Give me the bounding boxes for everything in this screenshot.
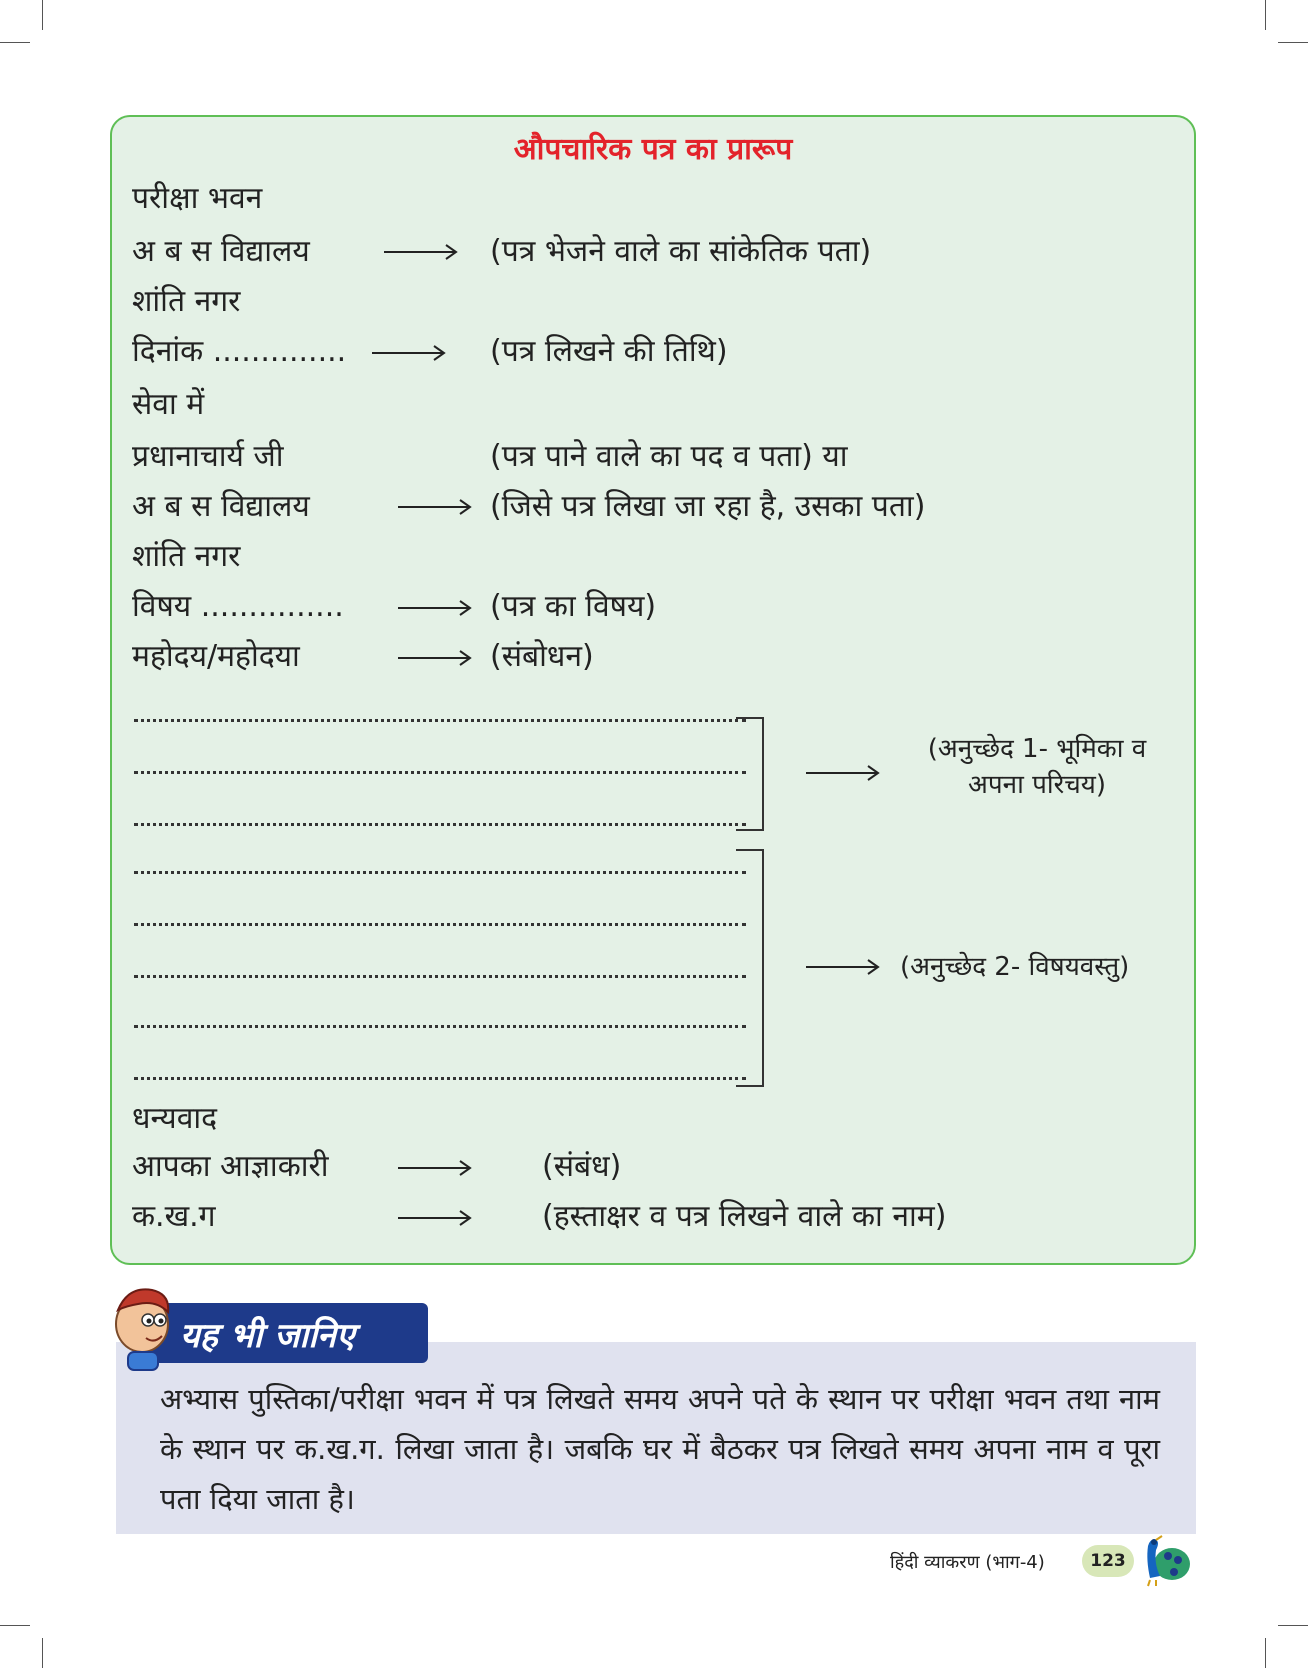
receiver-note-2: (जिसे पत्र लिखा जा रहा है, उसका पता) [490, 489, 926, 524]
arrow-icon [398, 497, 473, 517]
sender-address-note: (पत्र भेजने वाले का सांकेतिक पता) [490, 234, 872, 269]
paragraph-2-bracket [736, 849, 764, 1087]
paragraph-1-label-a: (अनुच्छेद 1- भूमिका व [927, 734, 1147, 764]
note-panel [116, 1342, 1196, 1534]
sender-line-2: अ ब स विद्यालय [132, 234, 310, 269]
dotted-line [134, 1023, 746, 1028]
paragraph-1-bracket [736, 717, 764, 831]
closing-note: (संबंध) [542, 1149, 622, 1184]
crop-mark [1265, 0, 1266, 30]
arrow-icon [398, 598, 473, 618]
arrow-icon [806, 957, 881, 977]
dotted-line [134, 921, 746, 926]
sender-line-3: शांति नगर [132, 284, 241, 319]
dotted-line [134, 769, 746, 774]
dotted-line [134, 1075, 746, 1080]
dotted-line [134, 821, 746, 826]
paragraph-2-label: (अनुच्छेद 2- विषयवस्तु) [900, 952, 1130, 982]
receiver-line-2: अ ब स विद्यालय [132, 489, 310, 524]
signature-line: क.ख.ग [132, 1199, 216, 1234]
receiver-line-1: प्रधानाचार्य जी [132, 439, 284, 474]
address-note: (संबोधन) [490, 639, 594, 674]
peacock-icon [1132, 1530, 1192, 1588]
crop-mark [1265, 1638, 1266, 1668]
date-note: (पत्र लिखने की तिथि) [490, 334, 728, 369]
address-line: महोदय/महोदया [132, 639, 300, 674]
thanks-line: धन्यवाद [132, 1101, 218, 1136]
paragraph-1-label-b: अपना परिचय) [968, 770, 1106, 800]
sender-line-1: परीक्षा भवन [132, 181, 263, 216]
receiver-note-1: (पत्र पाने वाले का पद व पता) या [490, 439, 848, 474]
arrow-icon [372, 343, 447, 363]
crop-mark [42, 1638, 43, 1668]
dotted-line [134, 973, 746, 978]
signature-note: (हस्ताक्षर व पत्र लिखने वाले का नाम) [542, 1199, 947, 1234]
salutation-line: सेवा में [132, 387, 205, 422]
dotted-line [134, 717, 746, 722]
crop-mark [0, 1625, 30, 1626]
paragraph-1-label [907, 731, 1167, 803]
arrow-icon [398, 648, 473, 668]
crop-mark [0, 42, 30, 43]
arrow-icon [398, 1208, 473, 1228]
note-text: अभ्यास पुस्तिका/परीक्षा भवन में पत्र लिखते समय अपने पते के स्थान पर परीक्षा भवन तथा नाम के स्थान पर क.ख.ग. लिखा जाता है। जबकि घर में बैठकर पत्र लिखते समय अपना नाम व पूरा पता दिया जाता है। [160, 1382, 1160, 1516]
dotted-line [134, 869, 746, 874]
book-title: हिंदी व्याकरण (भाग-4) [890, 1552, 1045, 1573]
page-number: 123 [1082, 1545, 1134, 1577]
crop-mark [42, 0, 43, 30]
crop-mark [1278, 42, 1308, 43]
note-heading-tab [150, 1303, 428, 1363]
crop-mark [1278, 1625, 1308, 1626]
arrow-icon [806, 763, 881, 783]
closing-line: आपका आज्ञाकारी [132, 1149, 329, 1184]
note-heading: यह भी जानिए [180, 1316, 355, 1356]
format-title: औपचारिक पत्र का प्रारूप [513, 132, 793, 167]
receiver-line-3: शांति नगर [132, 539, 241, 574]
arrow-icon [398, 1158, 473, 1178]
boy-mascot-icon [108, 1282, 178, 1372]
letter-format-box [110, 115, 1196, 1265]
arrow-icon [384, 242, 459, 262]
subject-note: (पत्र का विषय) [490, 589, 657, 624]
subject-line: विषय ............... [132, 589, 344, 624]
date-line: दिनांक .............. [132, 334, 347, 369]
